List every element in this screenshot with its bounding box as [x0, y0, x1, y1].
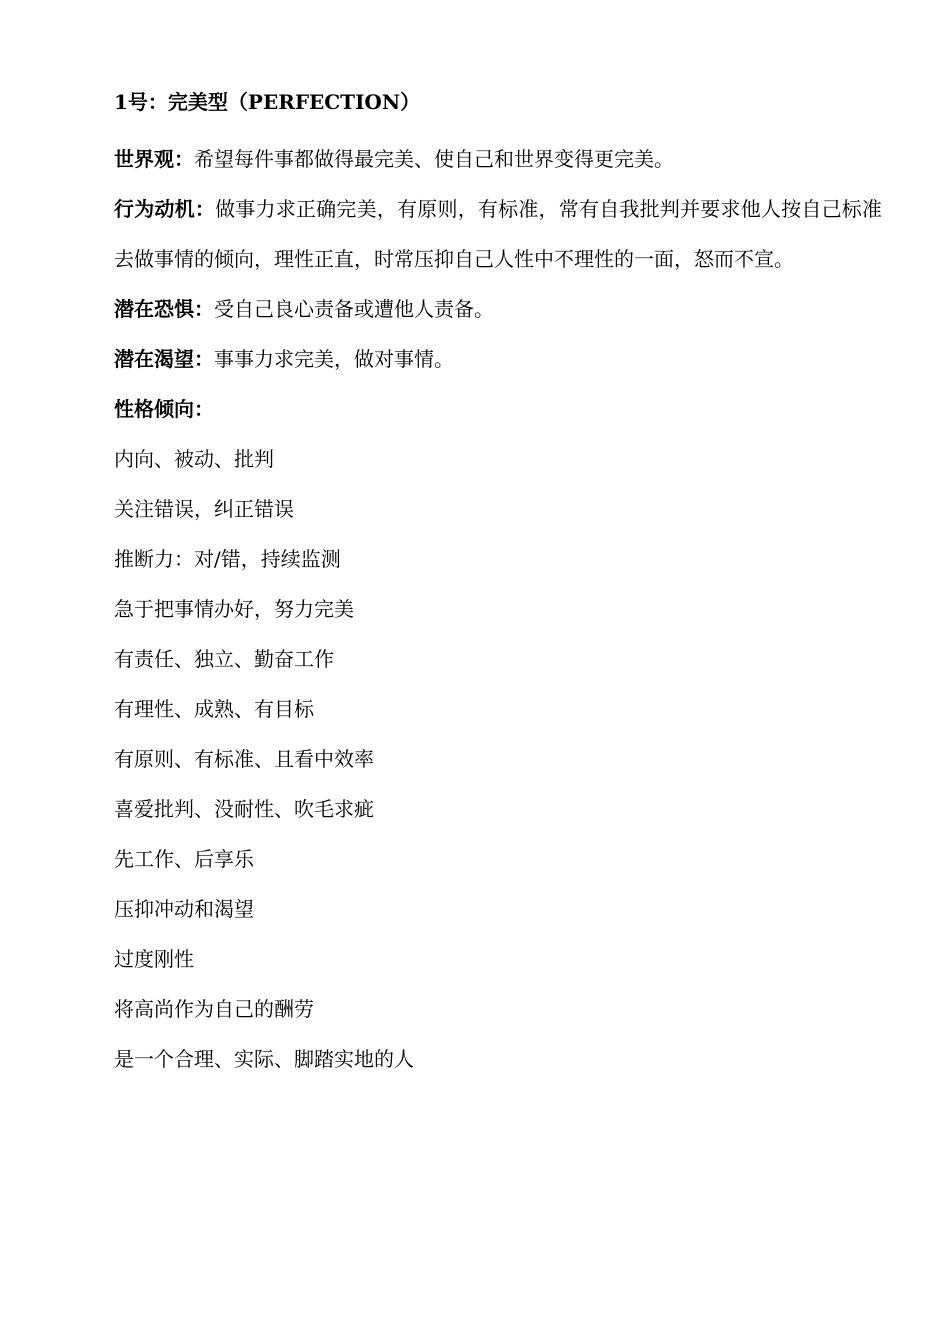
motivation-paragraph: [114, 184, 882, 284]
list-item: 过度刚性: [114, 947, 194, 971]
tendency-heading: 性格倾向：: [114, 397, 214, 421]
list-item: 急于把事情办好，努力完美: [114, 597, 354, 621]
motivation-text: 做事力求正确完美，有原则，有标准，常有自我批判并要求他人按自己标准去做事情的倾向，理性正直，时常压抑自己人性中不理性的一面，怒而不宣。: [114, 197, 883, 271]
fear-label: 潜在恐惧：: [114, 297, 214, 321]
desire-label: 潜在渴望：: [114, 347, 214, 371]
list-item: 喜爱批判、没耐性、吹毛求疵: [114, 797, 374, 821]
list-item: 将高尚作为自己的酬劳: [114, 997, 314, 1021]
list-item: 压抑冲动和渴望: [114, 897, 254, 921]
list-item: 有责任、独立、勤奋工作: [114, 647, 334, 671]
motivation-label: 行为动机：: [114, 197, 216, 221]
desire-paragraph: [114, 334, 890, 384]
list-item: 有理性、成熟、有目标: [114, 697, 314, 721]
tendency-list: [114, 434, 890, 1084]
worldview-text: 希望每件事都做得最完美、使自己和世界变得更完美。: [194, 147, 674, 171]
fear-text: 受自己良心责备或遭他人责备。: [214, 297, 494, 321]
list-item: 是一个合理、实际、脚踏实地的人: [114, 1047, 414, 1071]
list-item: 有原则、有标准、且看中效率: [114, 747, 374, 771]
document-title: 1号：完美型（PERFECTION）: [114, 90, 421, 114]
desire-text: 事事力求完美，做对事情。: [214, 347, 454, 371]
document-page: [114, 84, 890, 1084]
list-item: 推断力：对/错，持续监测: [114, 547, 341, 571]
worldview-label: 世界观：: [114, 147, 194, 171]
list-item: 关注错误，纠正错误: [114, 497, 294, 521]
worldview-paragraph: [114, 134, 890, 184]
list-item: 先工作、后享乐: [114, 847, 254, 871]
list-item: 内向、被动、批判: [114, 447, 274, 471]
fear-paragraph: [114, 284, 890, 334]
